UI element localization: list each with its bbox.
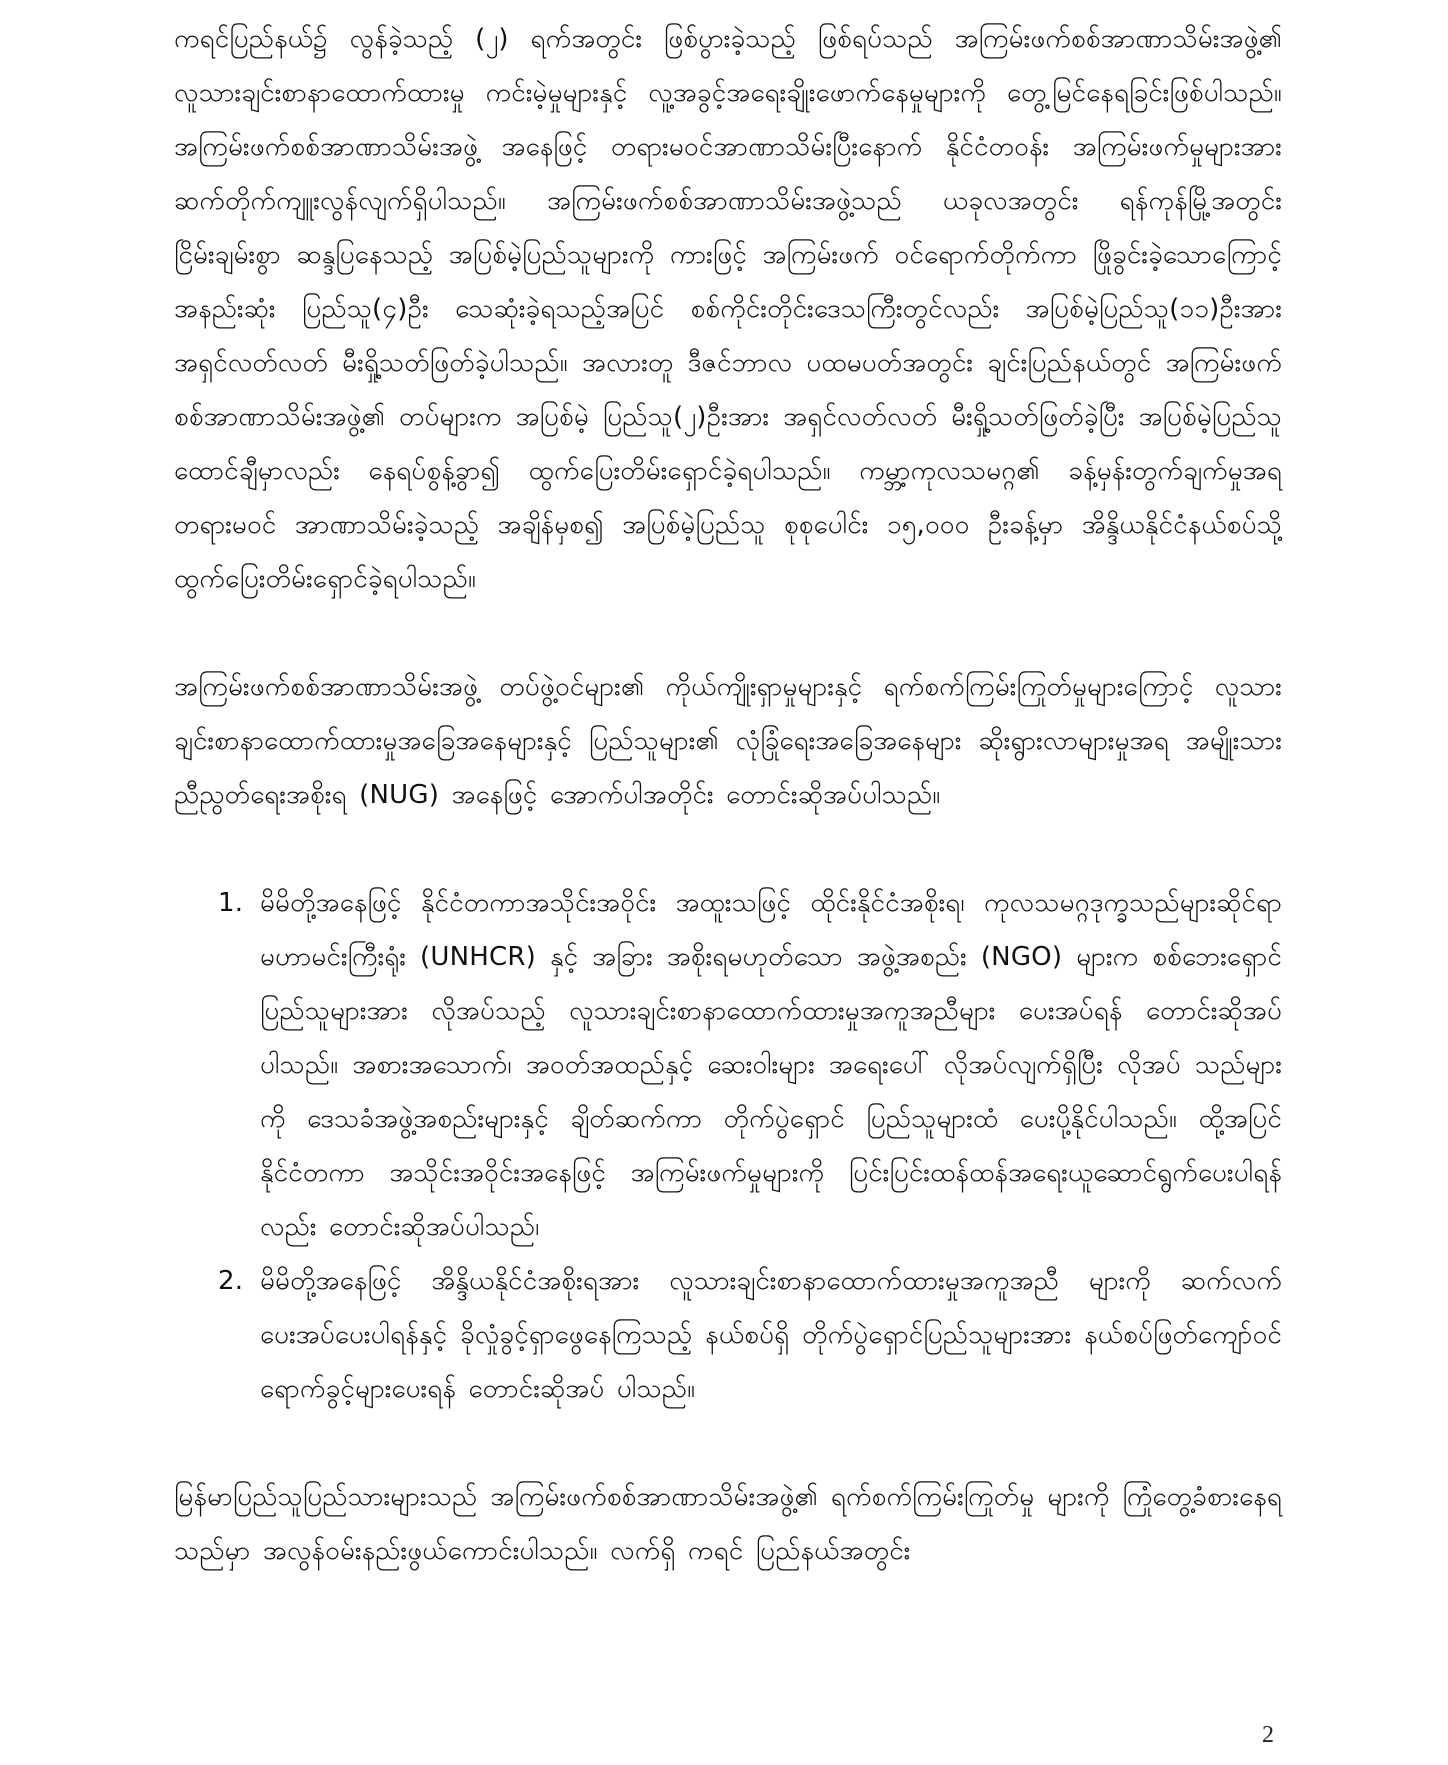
list-item-text: မိမိတို့အနေဖြင့် နိုင်ငံတကာအသိုင်းအဝိုင်း အထူးသဖြင့် ထိုင်းနိုင်ငံအစိုးရ၊ ကုလသမဂ္ဂဒုက္ခသည်များဆိုင်ရာမဟာမင်းကြီးရုံး (UNHCR) နှင့် အခြား အစိုးရမဟုတ်သော အဖွဲ့အစည်း (NGO) များက စစ်ဘေးရှောင်ပြည်သူများအား လိုအပ်သည့် လူသားချင်းစာနာထောက်ထားမှုအကူအညီများ ပေးအပ်ရန် တောင်းဆိုအပ်ပါသည်။ အစားအသောက်၊ အဝတ်အထည်နှင့် ဆေးဝါးများ အရေးပေါ် လိုအပ်လျက်ရှိပြီး လိုအပ် သည်များကို ဒေသခံအဖွဲ့အစည်းများနှင့် ချိတ်ဆက်ကာ တိုက်ပွဲရှောင် ပြည်သူများထံ ပေးပို့နိုင်ပါသည်။ ထို့အပြင် နိုင်ငံတကာ အသိုင်းအဝိုင်းအနေဖြင့် အကြမ်းဖက်မှုများကို ပြင်းပြင်းထန်ထန်အရေးယူဆောင်ရွက်ပေးပါရန်လည်း တောင်းဆိုအပ်ပါသည်၊ [260,888,1282,1242]
list-item-text: မိမိတို့အနေဖြင့် အိန္ဒိယနိုင်ငံအစိုးရအား လူသားချင်းစာနာထောက်ထားမှုအကူအညီ များကို ဆက်လက်ပေးအပ်ပေးပါရန်နှင့် ခိုလှုံခွင့်ရှာဖွေနေကြသည့် နယ်စပ်ရှိ တိုက်ပွဲရှောင်ပြည်သူများအား နယ်စပ်ဖြတ်ကျော်ဝင်ရောက်ခွင့်များပေးရန် တောင်းဆိုအပ် ပါသည်။ [260,1266,1282,1404]
list-item [174,1254,1282,1416]
list-item-number: 2. [218,1266,244,1296]
document-body [174,12,1282,1578]
paragraph-nug-request-intro: အကြမ်းဖက်စစ်အာဏာသိမ်းအဖွဲ့ တပ်ဖွဲ့ဝင်များ၏ ကိုယ်ကျိုးရှာမှုများနှင့် ရက်စက်ကြမ်းကြုတ်မှုများကြောင့် လူသားချင်းစာနာထောက်ထားမှုအခြေအနေများနှင့် ပြည်သူများ၏ လုံခြုံရေးအခြေအနေများ ဆိုးရွားလာများမှုအရ အမျိုးသားညီညွတ်ရေးအစိုးရ (NUG) အနေဖြင့် အောက်ပါအတိုင်း တောင်းဆိုအပ်ပါသည်။ [174,672,1282,810]
request-list [174,876,1282,1416]
paragraph-karen-state-events: ကရင်ပြည်နယ်၌ လွန်ခဲ့သည့် (၂) ရက်အတွင်း ဖြစ်ပွားခဲ့သည့် ဖြစ်ရပ်သည် အကြမ်းဖက်စစ်အာဏာသိမ်းအဖွဲ့၏ လူသားချင်းစာနာထောက်ထားမှု ကင်းမဲ့မှုများနှင့် လူ့အခွင့်အရေးချိုးဖောက်နေမှုများကို တွေ့မြင်နေရခြင်းဖြစ်ပါသည်။ အကြမ်းဖက်စစ်အာဏာသိမ်းအဖွဲ့ အနေဖြင့် တရားမဝင်အာဏာသိမ်းပြီးနောက် နိုင်ငံတဝန်း အကြမ်းဖက်မှုများအား ဆက်တိုက်ကျူးလွန်လျက်ရှိပါသည်။ အကြမ်းဖက်စစ်အာဏာသိမ်းအဖွဲ့သည် ယခုလအတွင်း ရန်ကုန်မြို့အတွင်း ငြိမ်းချမ်းစွာ ဆန္ဒပြနေသည့် အပြစ်မဲ့ပြည်သူများကို ကားဖြင့် အကြမ်းဖက် ဝင်ရောက်တိုက်ကာ ဖြိုခွင်းခဲ့သောကြောင့် အနည်းဆုံး ပြည်သူ(၄)ဦး သေဆုံးခဲ့ရသည့်အပြင် စစ်ကိုင်းတိုင်းဒေသကြီးတွင်လည်း အပြစ်မဲ့ပြည်သူ(၁၁)ဦးအား အရှင်လတ်လတ် မီးရှို့သတ်ဖြတ်ခဲ့ပါသည်။ အလားတူ ဒီဇင်ဘာလ ပထမပတ်အတွင်း ချင်းပြည်နယ်တွင် အကြမ်းဖက်စစ်အာဏာသိမ်းအဖွဲ့၏ တပ်များက အပြစ်မဲ့ ပြည်သူ(၂)ဦးအား အရှင်လတ်လတ် မီးရှို့သတ်ဖြတ်ခဲ့ပြီး အပြစ်မဲ့ပြည်သူ ထောင်ချီမှာလည်း နေရပ်စွန့်ခွာ၍ ထွက်ပြေးတိမ်းရှောင်ခဲ့ရပါသည်။ ကမ္ဘာ့ကုလသမဂ္ဂ၏ ခန့်မှန်းတွက်ချက်မှုအရ တရားမဝင် အာဏာသိမ်းခဲ့သည့် အချိန်မှစ၍ အပြစ်မဲ့ပြည်သူ စုစုပေါင်း ၁၅,၀၀၀ ဦးခန့်မှာ အိန္ဒိယနိုင်ငံနယ်စပ်သို့ ထွက်ပြေးတိမ်းရှောင်ခဲ့ရပါသည်။ [174,24,1282,594]
page-number: 2 [1262,1722,1274,1748]
list-item-number: 1. [218,888,244,918]
list-item [174,876,1282,1254]
paragraph-myanmar-people: မြန်မာပြည်သူပြည်သားများသည် အကြမ်းဖက်စစ်အာဏာသိမ်းအဖွဲ့၏ ရက်စက်ကြမ်းကြုတ်မှု များကို ကြုံတွေ့ခံစားနေရသည်မှာ အလွန်ဝမ်းနည်းဖွယ်ကောင်းပါသည်။ လက်ရှိ ကရင် ပြည်နယ်အတွင်း [174,1482,1282,1566]
